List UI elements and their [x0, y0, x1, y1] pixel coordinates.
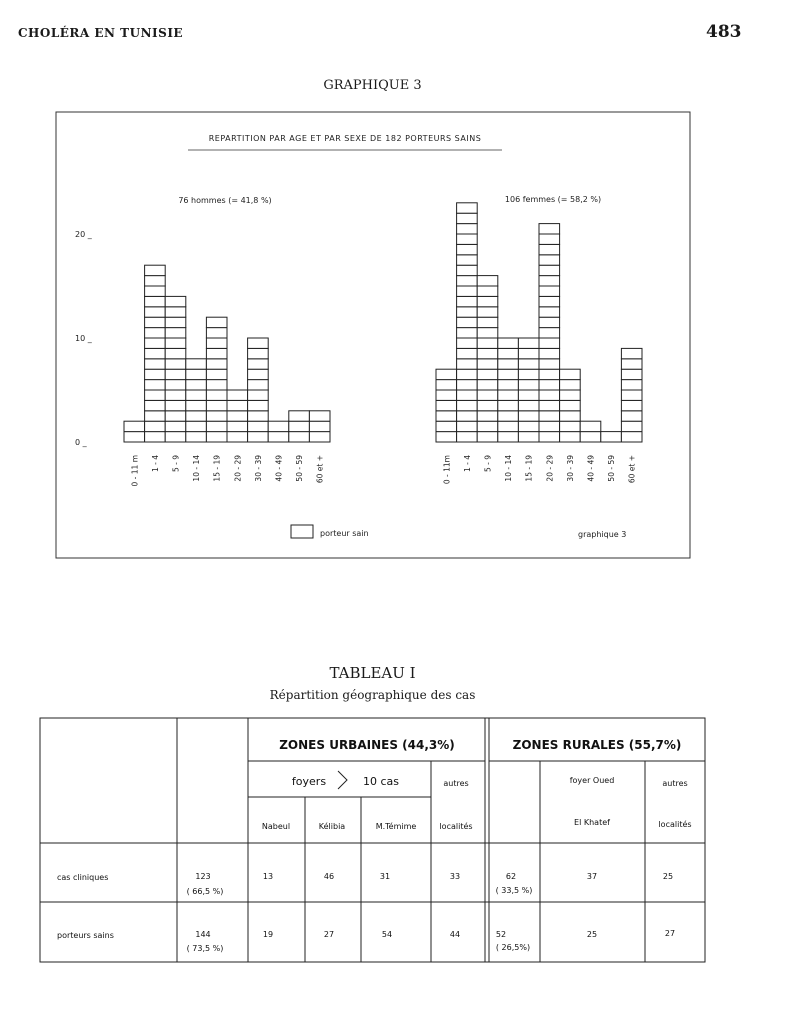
cell-mtemime: 54 [381, 930, 393, 939]
cell-total: 144 [195, 930, 211, 939]
cell-kelibia: 46 [323, 872, 335, 881]
x-tick-label: 0 - 11 m [130, 455, 140, 487]
y-tick-label: 0 _ [75, 438, 87, 447]
autres-localites-rural-a: autres [662, 779, 688, 788]
foyer-oued-b: El Khatef [574, 818, 610, 827]
table-row [57, 929, 675, 953]
x-tick-label: 40 - 49 [274, 455, 284, 482]
table-row [57, 872, 673, 896]
cell-rural-pct: ( 26,5%) [495, 943, 531, 952]
col-mtemime: M.Témime [375, 822, 417, 831]
x-tick-label: 20 - 29 [233, 455, 243, 482]
x-tick-label: 0 - 11m [442, 455, 452, 485]
x-tick-label: 5 - 9 [171, 455, 181, 473]
greater-than-sign [338, 771, 347, 789]
cell-total: 123 [195, 872, 211, 881]
women-subtitle: 106 femmes (= 58,2 %) [504, 195, 602, 204]
men-subtitle: 76 hommes (= 41,8 %) [178, 196, 272, 205]
row-label: porteurs sains [57, 931, 114, 940]
x-tick-label: 40 - 49 [586, 455, 596, 482]
cell-oued: 25 [586, 930, 598, 939]
urban-zone-header: ZONES URBAINES (44,3%) [279, 738, 455, 752]
cell-oued: 37 [586, 872, 598, 881]
table-subtitle: Répartition géographique des cas [269, 688, 476, 702]
x-tick-label: 5 - 9 [483, 455, 493, 473]
cell-kelibia: 27 [323, 930, 335, 939]
x-tick-label: 15 - 19 [212, 455, 222, 482]
x-tick-label: 60 et + [627, 455, 637, 484]
graphique-footer-label: graphique 3 [578, 530, 627, 539]
x-tick-label: 50 - 59 [607, 455, 617, 482]
running-title: CHOLÉRA EN TUNISIE [18, 26, 184, 40]
cell-total-pct: ( 66,5 %) [186, 887, 224, 896]
y-tick-label: 10 _ [75, 334, 92, 343]
legend-label: porteur sain [320, 529, 369, 538]
cell-rural-pct: ( 33,5 %) [495, 886, 533, 895]
col-nabeul: Nabeul [261, 822, 291, 831]
x-tick-label: 10 - 14 [192, 455, 202, 482]
x-tick-label: 50 - 59 [295, 455, 305, 482]
autres-localites-urban-b: localités [439, 822, 473, 831]
x-tick-label: 15 - 19 [524, 455, 534, 482]
cell-total-pct: ( 73,5 %) [186, 944, 224, 953]
cell-rural-total: 52 [495, 930, 507, 939]
rural-zone-header: ZONES RURALES (55,7%) [512, 738, 682, 752]
cell-autres-urb: 33 [449, 872, 461, 881]
cell-nabeul: 19 [262, 930, 274, 939]
cell-nabeul: 13 [262, 872, 274, 881]
foyer-oued-a: foyer Oued [569, 776, 615, 785]
x-tick-label: 20 - 29 [545, 455, 555, 482]
cell-autres-rur: 25 [662, 872, 674, 881]
cell-autres-rur: 27 [664, 929, 676, 938]
foyers-count: 10 cas [362, 775, 400, 788]
x-tick-label: 1 - 4 [150, 455, 160, 473]
x-tick-label: 10 - 14 [504, 455, 514, 482]
table-title: TABLEAU I [329, 664, 416, 682]
x-tick-label: 30 - 39 [565, 455, 575, 482]
autres-localites-urban-a: autres [443, 779, 469, 788]
table-outer-border [40, 718, 705, 962]
col-kelibia: Kélibia [318, 822, 346, 831]
row-label: cas cliniques [57, 873, 109, 882]
cell-mtemime: 31 [379, 872, 391, 881]
x-tick-label: 1 - 4 [462, 455, 472, 473]
autres-localites-rural-b: localités [658, 820, 692, 829]
x-tick-label: 60 et + [315, 455, 325, 484]
cell-rural-total: 62 [505, 872, 517, 881]
page-number: 483 [706, 22, 742, 42]
figure-label: GRAPHIQUE 3 [323, 78, 422, 93]
chart-title: REPARTITION PAR AGE ET PAR SEXE DE 182 PORTEURS SAINS [208, 134, 482, 143]
foyers-label: foyers [291, 775, 327, 788]
x-tick-label: 30 - 39 [253, 455, 263, 482]
cell-autres-urb: 44 [449, 930, 461, 939]
y-tick-label: 20 _ [75, 230, 92, 239]
